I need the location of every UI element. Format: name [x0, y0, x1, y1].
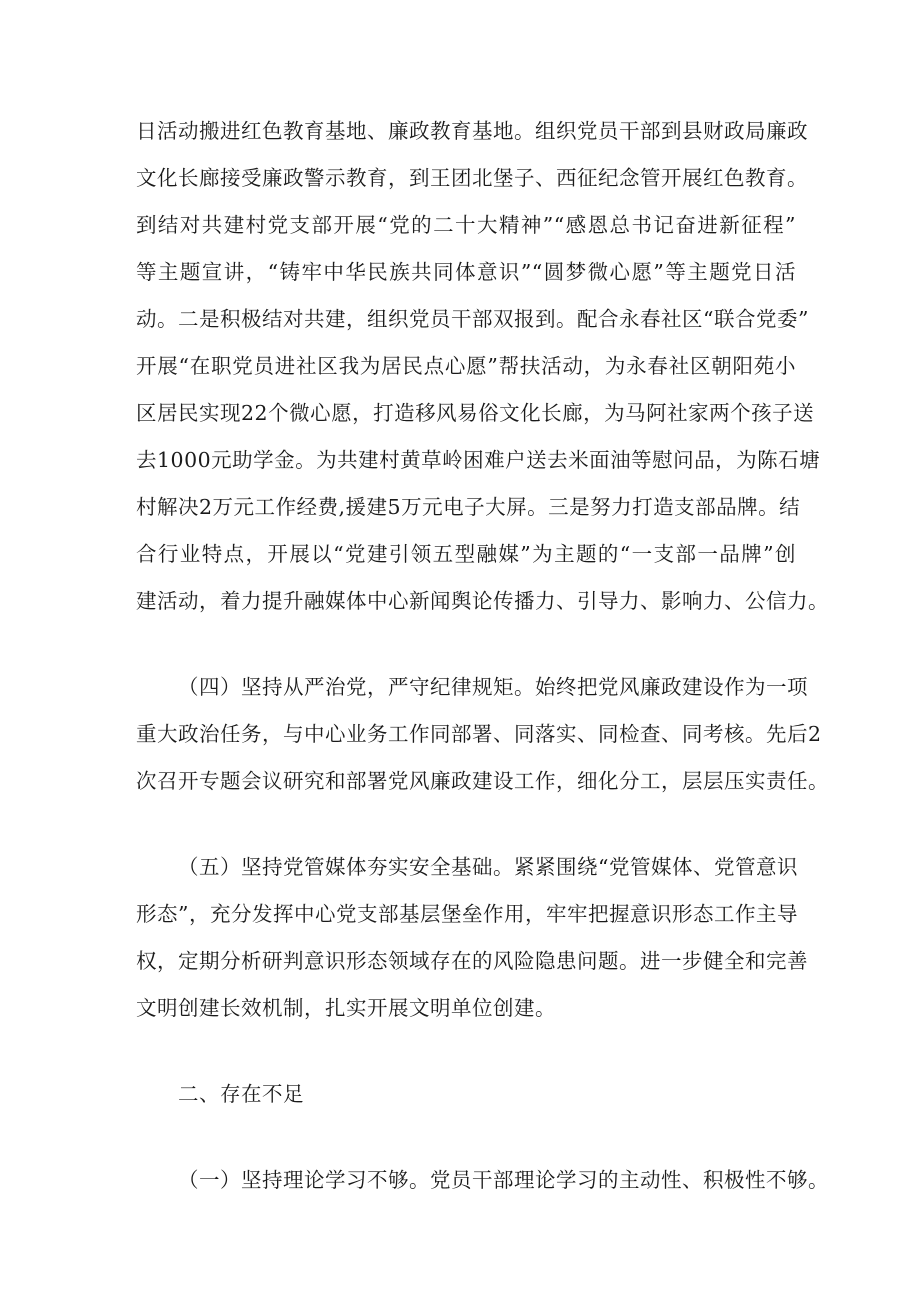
section-5-heading-line: （五）坚持党管媒体夯实安全基础。紧紧围绕“党管媒体、党管意识 [178, 855, 798, 879]
paragraph-line: 去1000元助学金。为共建村黄草岭困难户送去米面油等慰问品，为陈石塘 [136, 448, 821, 472]
paragraph-line: 形态”，充分发挥中心党支部基层堡垒作用，牢牢把握意识形态工作主导 [136, 902, 798, 926]
paragraph-line: 等主题宣讲，“铸牢中华民族共同体意识”“圆梦微心愿”等主题党日活 [136, 260, 796, 284]
paragraph-line: 村解决2万元工作经费,援建5万元电子大屏。三是努力打造支部品牌。结 [136, 495, 801, 519]
paragraph-line: 权，定期分析研判意识形态领域存在的风险隐患问题。进一步健全和完善 [136, 949, 808, 973]
paragraph-line: 次召开专题会议研究和部署党风廉政建设工作，细化分工，层层压实责任。 [136, 769, 829, 793]
paragraph-line: 文化长廊接受廉政警示教育，到王团北堡子、西征纪念管开展红色教育。 [136, 166, 808, 190]
paragraph-line: 文明创建长效机制，扎实开展文明单位创建。 [136, 996, 556, 1020]
section-4-heading-line: （四）坚持从严治党，严守纪律规矩。始终把党风廉政建设作为一项 [178, 675, 808, 699]
paragraph-line: 开展“在职党员进社区我为居民点心愿”帮扶活动，为永春社区朝阳苑小 [136, 354, 796, 378]
paragraph-line: 日活动搬进红色教育基地、廉政教育基地。组织党员干部到县财政局廉政 [136, 119, 808, 143]
paragraph-line: 区居民实现22个微心愿，打造移风易俗文化长廊，为马阿社家两个孩子送 [136, 401, 815, 425]
paragraph-line: 到结对共建村党支部开展“党的二十大精神”“感恩总书记奋进新征程” [136, 213, 796, 237]
paragraph-line: 建活动，着力提升融媒体中心新闻舆论传播力、引导力、影响力、公信力。 [136, 589, 829, 613]
section-heading-shortcomings: 二、存在不足 [178, 1082, 304, 1106]
paragraph-line: 动。二是积极结对共建，组织党员干部双报到。配合永春社区“联合党委” [136, 307, 809, 331]
paragraph-line: 重大政治任务，与中心业务工作同部署、同落实、同检查、同考核。先后2 [136, 722, 822, 746]
paragraph-line: 合行业特点，开展以“党建引领五型融媒”为主题的“一支部一品牌”创 [136, 542, 796, 566]
subsection-1-heading-line: （一）坚持理论学习不够。党员干部理论学习的主动性、积极性不够。 [178, 1168, 829, 1192]
